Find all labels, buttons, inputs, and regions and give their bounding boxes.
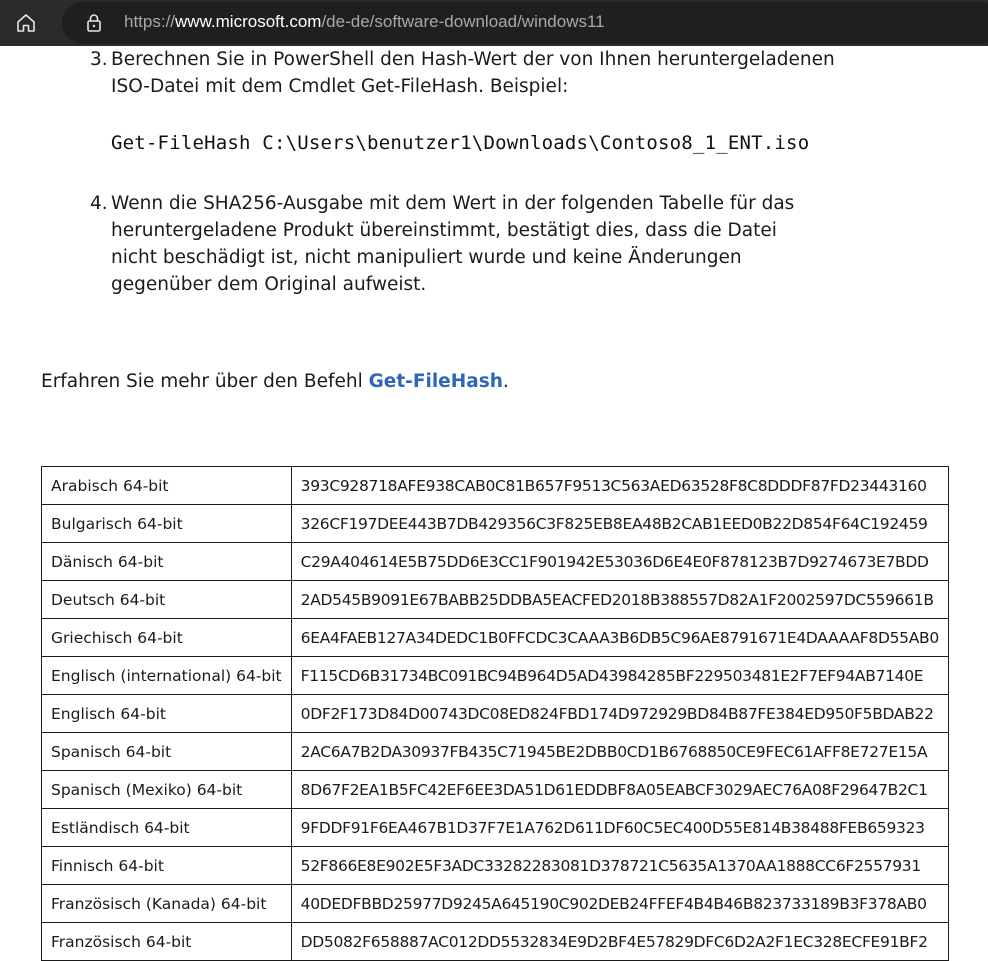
hash-cell: 8D67F2EA1B5FC42EF6EE3DA51D61EDDBF8A05EABCF3029AEC76A08F29647B2C1 (291, 771, 948, 809)
learn-more (41, 371, 509, 392)
language-cell: Spanisch (Mexiko) 64-bit (42, 771, 292, 809)
step-number: 3. (90, 49, 108, 70)
url-text[interactable] (124, 12, 605, 32)
step-text: Berechnen Sie in PowerShell den Hash-Wert der von Ihnen heruntergeladenen ISO-Datei mit dem Cmdlet Get-FileHash. Beispiel: (111, 49, 835, 97)
language-cell: Englisch 64-bit (42, 695, 292, 733)
step-number: 4. (90, 193, 108, 214)
hash-cell: DD5082F658887AC012DD5532834E9D2BF4E57829DFC6D2A2F1EC328ECFE91BF2 (291, 923, 948, 961)
language-cell: Estländisch 64-bit (42, 809, 292, 847)
hash-cell: 6EA4FAEB127A34DEDC1B0FFCDC3CAAA3B6DB5C96AE8791671E4DAAAAF8D55AB0 (291, 619, 948, 657)
browser-toolbar (0, 0, 988, 46)
address-bar[interactable] (62, 2, 988, 44)
url-prefix: https:// (124, 12, 176, 31)
table-row (42, 733, 949, 771)
hash-cell: 9FDDF91F6EA467B1D37F7E1A762D611DF60C5EC400D55E814B38488FEB659323 (291, 809, 948, 847)
language-cell: Griechisch 64-bit (42, 619, 292, 657)
learn-more-suffix: . (502, 371, 509, 392)
hash-cell: 326CF197DEE443B7DB429356C3F825EB8EA48B2CAB1EED0B22D854F64C192459 (291, 505, 948, 543)
table-row (42, 581, 949, 619)
hash-cell: C29A404614E5B75DD6E3CC1F901942E53036D6E4E0F878123B7D9274673E7BDD (291, 543, 948, 581)
language-cell: Englisch (international) 64-bit (42, 657, 292, 695)
language-cell: Dänisch 64-bit (42, 543, 292, 581)
url-path: /de-de/software-download/windows11 (321, 12, 605, 31)
home-button[interactable] (8, 6, 44, 40)
hash-cell: F115CD6B31734BC091BC94B964D5AD43984285BF229503481E2F7EF94AB7140E (291, 657, 948, 695)
hash-cell: 52F866E8E902E5F3ADC33282283081D378721C5635A1370AA1888CC6F2557931 (291, 847, 948, 885)
table-row (42, 847, 949, 885)
learn-more-text: Erfahren Sie mehr über den Befehl (41, 371, 369, 392)
table-row (42, 543, 949, 581)
table-row (42, 885, 949, 923)
get-filehash-link[interactable]: Get-FileHash (368, 371, 503, 392)
hash-table (41, 466, 949, 961)
language-cell: Deutsch 64-bit (42, 581, 292, 619)
lock-icon[interactable] (84, 13, 104, 33)
hash-cell: 0DF2F173D84D00743DC08ED824FBD174D972929BD84B87FE384ED950F5BDAB22 (291, 695, 948, 733)
table-row (42, 505, 949, 543)
language-cell: Arabisch 64-bit (42, 467, 292, 505)
table-row (42, 923, 949, 961)
language-cell: Spanisch 64-bit (42, 733, 292, 771)
table-row (42, 467, 949, 505)
language-cell: Bulgarisch 64-bit (42, 505, 292, 543)
hash-cell: 2AD545B9091E67BABB25DDBA5EACFED2018B388557D82A1F2002597DC559661B (291, 581, 948, 619)
code-example: Get-FileHash C:\Users\benutzer1\Downloads\Contoso8_1_ENT.iso (111, 132, 810, 154)
url-host: www.microsoft.com (175, 12, 322, 31)
home-icon (15, 12, 37, 34)
hash-cell: 2AC6A7B2DA30937FB435C71945BE2DBB0CD1B6768850CE9FEC61AFF8E727E15A (291, 733, 948, 771)
table-row (42, 619, 949, 657)
hash-cell: 40DEDFBBD25977D9245A645190C902DEB24FFEF4B4B46B823733189B3F378AB0 (291, 885, 948, 923)
table-row (42, 809, 949, 847)
hash-cell: 393C928718AFE938CAB0C81B657F9513C563AED63528F8C8DDDF87FD23443160 (291, 467, 948, 505)
language-cell: Französisch (Kanada) 64-bit (42, 885, 292, 923)
language-cell: Finnisch 64-bit (42, 847, 292, 885)
step-text: Wenn die SHA256-Ausgabe mit dem Wert in der folgenden Tabelle für das heruntergeladene Produkt übereinstimmt, bestätigt dies, dass die Datei nicht beschädigt ist, nicht manipuliert wurde und keine Änderungen gegenüber dem Original aufweist. (111, 193, 795, 295)
table-row (42, 695, 949, 733)
table-row (42, 771, 949, 809)
table-row (42, 657, 949, 695)
language-cell: Französisch 64-bit (42, 923, 292, 961)
